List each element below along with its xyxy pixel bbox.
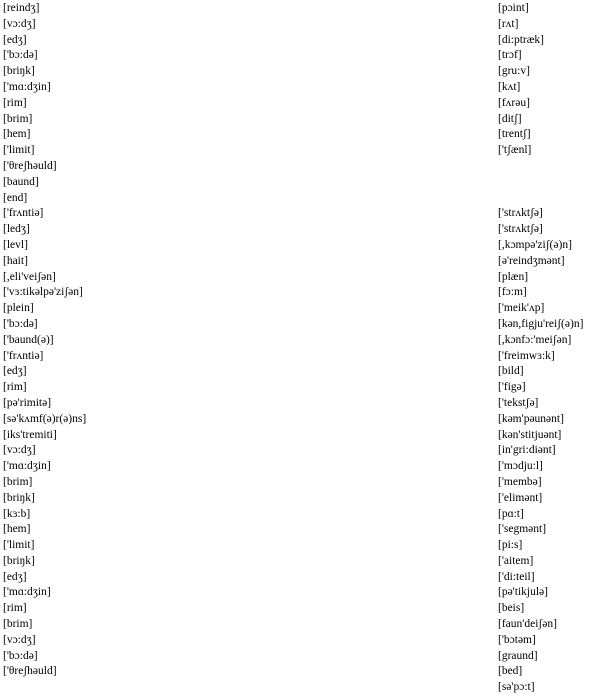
phonetic-entry: [pə'tikjulə] bbox=[498, 586, 548, 599]
phonetic-entry: [rim] bbox=[3, 381, 27, 394]
phonetic-entry: [hem] bbox=[3, 128, 31, 141]
phonetic-entry: [trɔf] bbox=[498, 49, 522, 62]
phonetic-entry: ['bɔ:də] bbox=[3, 49, 38, 62]
phonetic-entry: ['frʌntiə] bbox=[3, 349, 44, 362]
phonetic-entry: [gru:v] bbox=[498, 65, 530, 78]
phonetic-entry: [levl] bbox=[3, 238, 28, 251]
phonetic-entry: [brim] bbox=[3, 112, 33, 125]
phonetic-entry: [plein] bbox=[3, 302, 34, 315]
phonetic-entry: [fɔ:m] bbox=[498, 286, 527, 299]
phonetic-entry: ['vɜ:tikəlpə'ziʃən] bbox=[3, 286, 83, 299]
phonetic-entry: [sə'pɔ:t] bbox=[498, 681, 535, 694]
phonetic-entry: [beis] bbox=[498, 602, 525, 615]
phonetic-entry: [pɑ:t] bbox=[498, 507, 524, 520]
phonetic-entry: ['baund(ə)] bbox=[3, 333, 54, 346]
phonetic-entry: [,kɔnfɔ:'meiʃən] bbox=[498, 333, 572, 346]
phonetic-entry: [ditʃ] bbox=[498, 112, 522, 125]
phonetic-entry: [vɔ:dʒ] bbox=[3, 633, 36, 646]
right-top-group bbox=[498, 1, 583, 159]
phonetic-entry: [,kɔmpə'ziʃ(ə)n] bbox=[498, 238, 572, 251]
phonetic-entry: [graund] bbox=[498, 649, 538, 662]
phonetic-entry: [kən,figju'reiʃ(ə)n] bbox=[498, 317, 584, 330]
phonetic-entry: [kən'stitjuənt] bbox=[498, 428, 562, 441]
phonetic-entry: [hem] bbox=[3, 523, 31, 536]
phonetic-entry: ['membə] bbox=[498, 475, 542, 488]
phonetic-entry: [baund] bbox=[3, 175, 39, 188]
right-bottom-group bbox=[498, 206, 583, 696]
phonetic-entry: ['θreʃhəuld] bbox=[3, 665, 57, 678]
phonetic-entry: [rʌt] bbox=[498, 17, 519, 30]
phonetic-entry: [pi:s] bbox=[498, 539, 523, 552]
phonetic-entry: [brim] bbox=[3, 618, 33, 631]
phonetic-entry: [rim] bbox=[3, 96, 27, 109]
phonetic-entry: [reindʒ] bbox=[3, 2, 40, 14]
phonetic-entry: [trentʃ] bbox=[498, 128, 531, 141]
phonetic-entry: [edʒ] bbox=[3, 365, 27, 378]
phonetic-entry: [bed] bbox=[498, 665, 523, 678]
phonetic-entry: [end] bbox=[3, 191, 28, 204]
phonetic-entry: ['bɔtəm] bbox=[498, 633, 536, 646]
phonetic-entry: [bild] bbox=[498, 365, 524, 378]
phonetic-entry: [edʒ] bbox=[3, 570, 27, 583]
phonetic-entry: ['segmənt] bbox=[498, 523, 547, 536]
phonetic-entry: ['elimənt] bbox=[498, 491, 543, 504]
phonetic-entry: [vɔ:dʒ] bbox=[3, 444, 36, 457]
phonetic-entry: [kəm'pəunənt] bbox=[498, 412, 564, 425]
phonetic-entry: [plæn] bbox=[498, 270, 529, 283]
phonetic-entry: [briŋk] bbox=[3, 554, 35, 567]
phonetic-entry: [vɔ:dʒ] bbox=[3, 17, 36, 30]
phonetic-entry: ['bɔ:də] bbox=[3, 317, 38, 330]
phonetic-entry: ['strʌktʃə] bbox=[498, 207, 543, 220]
phonetic-entry: ['di:teil] bbox=[498, 570, 535, 583]
phonetic-entry: [iks'tremiti] bbox=[3, 428, 57, 441]
phonetic-entry: [ledʒ] bbox=[3, 223, 30, 236]
phonetic-entry: ['freimwɜ:k] bbox=[498, 349, 555, 362]
phonetic-entry: [di:ptræk] bbox=[498, 33, 544, 46]
phonetic-entry: [pɔint] bbox=[498, 2, 529, 14]
phonetic-entry: [hait] bbox=[3, 254, 28, 267]
phonetic-entry: ['mɑ:dʒin] bbox=[3, 460, 51, 473]
right-phonetic-column bbox=[498, 1, 583, 696]
phonetic-entry: [briŋk] bbox=[3, 491, 35, 504]
phonetic-entry: [faun'deiʃən] bbox=[498, 618, 557, 631]
phonetic-entry: [ə'reindʒmənt] bbox=[498, 254, 565, 267]
phonetic-entry: [kʌt] bbox=[498, 80, 521, 93]
phonetic-entry: [in'gri:diənt] bbox=[498, 444, 556, 457]
group-spacer bbox=[498, 159, 583, 206]
phonetic-entry: ['frʌntiə] bbox=[3, 207, 44, 220]
phonetic-entry: ['bɔ:də] bbox=[3, 649, 38, 662]
phonetic-entry: ['strʌktʃə] bbox=[498, 223, 543, 236]
phonetic-entry: [kɜ:b] bbox=[3, 507, 31, 520]
phonetic-entry: ['aitem] bbox=[498, 554, 534, 567]
left-phonetic-column bbox=[3, 1, 86, 680]
phonetic-entry: ['mɑ:dʒin] bbox=[3, 80, 51, 93]
phonetic-entry: [brim] bbox=[3, 475, 33, 488]
phonetic-entry: ['tekstʃə] bbox=[498, 396, 539, 409]
phonetic-entry: ['figə] bbox=[498, 381, 526, 394]
phonetic-entry: [,eli'veiʃən] bbox=[3, 270, 56, 283]
phonetic-entry: [rim] bbox=[3, 602, 27, 615]
phonetic-entry: ['mɔdju:l] bbox=[498, 460, 543, 473]
phonetic-entry: [edʒ] bbox=[3, 33, 27, 46]
phonetic-entry: ['θreʃhəuld] bbox=[3, 159, 57, 172]
phonetic-entry: ['tʃænl] bbox=[498, 144, 532, 157]
phonetic-entry: [pə'rimitə] bbox=[3, 396, 52, 409]
phonetic-entry: [fʌrəu] bbox=[498, 96, 530, 109]
phonetic-entry: ['mɑ:dʒin] bbox=[3, 586, 51, 599]
phonetic-entry: ['limit] bbox=[3, 144, 35, 157]
phonetic-entry: [sə'kʌmf(ə)r(ə)ns] bbox=[3, 412, 87, 425]
phonetic-entry: ['meik'ʌp] bbox=[498, 302, 545, 315]
phonetic-entry: [briŋk] bbox=[3, 65, 35, 78]
phonetic-entry: ['limit] bbox=[3, 539, 35, 552]
